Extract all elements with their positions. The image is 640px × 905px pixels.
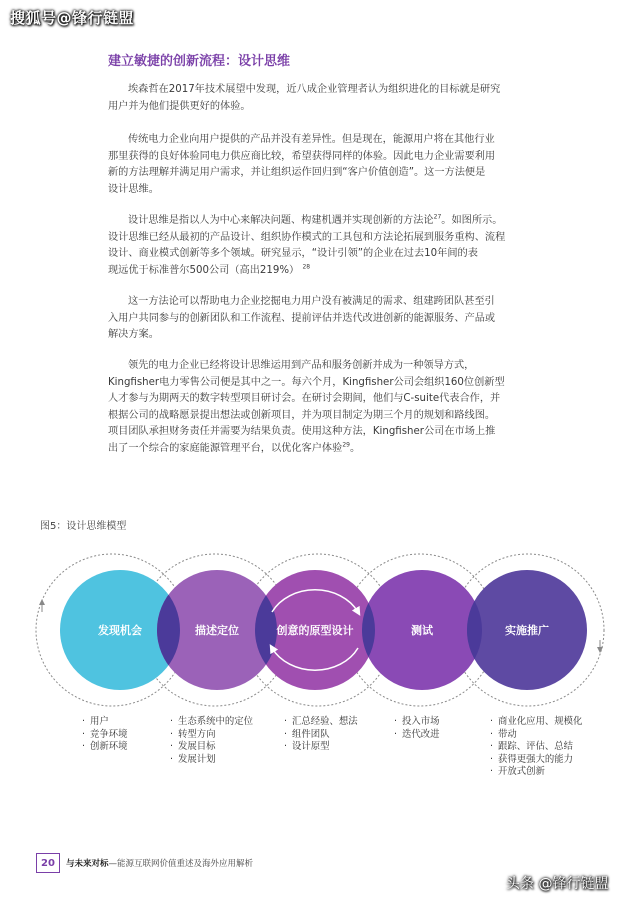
- paragraph-3: [108, 213, 528, 279]
- bullet-item: · 汇总经验、想法: [284, 716, 358, 729]
- bullet-item: · 转型方向: [170, 729, 253, 742]
- stage-label-2: 描述定位: [195, 624, 239, 637]
- p3-line-1b: 。如图所示。: [441, 215, 503, 226]
- stage-label-5: 实施推广: [505, 624, 549, 637]
- paragraph-2: [108, 132, 528, 198]
- p5-line-3: 人才参与为期两天的数字转型项目研讨会。在研讨会期间，他们与C-suite代表合作，并: [108, 393, 501, 405]
- footer-title-rest: —能源互联网价值重述及海外应用解析: [108, 859, 254, 869]
- bullet-item: · 开放式创新: [490, 766, 582, 779]
- bullet-item: · 设计原型: [284, 741, 358, 754]
- bullet-item: · 发展目标: [170, 741, 253, 754]
- p3-ref-28: 28: [302, 263, 311, 271]
- bullets-stage-1: [82, 716, 128, 754]
- stage-label-4: 测试: [411, 624, 433, 637]
- p1-line-2: 用户并为他们提供更好的体验。: [108, 100, 251, 112]
- paragraph-1: [108, 82, 528, 115]
- section-title: 建立敏捷的创新流程：设计思维: [108, 54, 291, 69]
- p3-line-2: 设计思维已经从最初的产品设计、组织协作模式的工具包和方法论拓展到服务重构、流程: [108, 231, 506, 243]
- paragraph-5: 领先的电力企业已经将设计思维运用到产品和服务创新并成为一种领导方式， Kingfisher电力零售公司便是其中之一。每六个月，Kingfisher公司会组织160位创新型 人才参与为期两天的数字转型项目研讨会。在研讨会期间，他们与C-suite代表合作，并 根据公司的战略愿景提出想法或创新项目，并为项目制定为期三个月的规划和路线图。 项目团队承担财务责任并需要为结果负责。使用这种方法，Kingfisher公司在市场上推 出了一个综合的家庭能源管理平台，以优化客户体验$^{29}$。: [108, 360, 505, 454]
- bullet-item: · 用户: [82, 716, 128, 729]
- bullets-stage-3: [284, 716, 358, 754]
- page-number: 20: [36, 853, 60, 873]
- stage-label-1: 发现机会: [98, 624, 142, 637]
- bullets-stage-5: [490, 716, 582, 779]
- paragraph-4: [108, 294, 528, 344]
- bullet-item: · 生态系统中的定位: [170, 716, 253, 729]
- bullets-stage-2: [170, 716, 253, 766]
- bullet-item: · 竞争环境: [82, 729, 128, 742]
- p2-line-3: 新的方法理解并满足用户需求，并让组织运作回归到“客户价值创造”。这一方法便是: [108, 167, 486, 179]
- bullets-stage-4: [394, 716, 440, 741]
- stage-label-3: 创意的原型设计: [276, 624, 354, 637]
- footer-title-bold: 与未来对标: [66, 859, 109, 869]
- p5-line-5: 项目团队承担财务责任并需要为结果负责。使用这种方法，Kingfisher公司在市场上推: [108, 426, 496, 438]
- p4-line-1: 这一方法论可以帮助电力企业挖掘电力用户没有被满足的需求、组建跨团队甚至引: [128, 296, 495, 307]
- watermark-bottom: 头条 @锋行链盟: [506, 876, 609, 892]
- bullet-item: · 商业化应用、规模化: [490, 716, 582, 729]
- p5-line-2: Kingfisher电力零售公司便是其中之一。每六个月，Kingfisher公司会组织160位创新型: [108, 376, 505, 388]
- bullet-item: · 跟踪、评估、总结: [490, 741, 582, 754]
- watermark-top: 搜狐号@锋行链盟: [10, 9, 135, 27]
- p5-line-4: 根据公司的战略愿景提出想法或创新项目，并为项目制定为期三个月的规划和路线图。: [108, 409, 496, 421]
- bullet-item-continued: · 带动: [490, 729, 582, 742]
- p2-line-4: 设计思维。: [108, 183, 159, 195]
- p3-line-4: 现远优于标准普尔500公司（高出219%）: [108, 264, 300, 276]
- figure-caption: 图5：设计思维模型: [40, 521, 127, 532]
- bullet-item: · 投入市场: [394, 716, 440, 729]
- p2-line-1: 传统电力企业向用户提供的产品并没有差异性。但是现在，能源用户将在其他行业: [128, 134, 495, 145]
- p1-line-1: 埃森哲在2017年技术展望中发现，近八成企业管理者认为组织进化的目标就是研究: [128, 84, 501, 95]
- footer-title: [66, 857, 253, 869]
- p4-line-3: 解决方案。: [108, 329, 159, 341]
- bullet-item: · 迭代改进: [394, 729, 440, 742]
- p3-line-1a: 设计思维是指以人为中心来解决问题、构建机遇并实现创新的方法论: [128, 215, 434, 226]
- bullet-item: · 发展计划: [170, 754, 253, 767]
- p5-ref-29: 29: [342, 441, 350, 449]
- bullet-item: · 获得更强大的能力: [490, 754, 582, 767]
- p4-line-2: 入用户共同参与的创新团队和工作流程、提前评估并迭代改进创新的能源服务、产品或: [108, 312, 496, 324]
- bullet-item: · 组件团队: [284, 729, 358, 742]
- p5-line-6: 出了一个综合的家庭能源管理平台，以优化客户体验: [108, 442, 343, 454]
- p3-line-3: 设计、商业模式创新等多个领域。研究显示，“设计引领”的企业在过去10年间的表: [108, 248, 478, 260]
- bullet-item: · 创新环境: [82, 741, 128, 754]
- p5-line-1: 领先的电力企业已经将设计思维运用到产品和服务创新并成为一种领导方式，: [128, 360, 475, 371]
- p2-line-2: 那里获得的良好体验同电力供应商比较，希望获得同样的体验。因此电力企业需要利用: [108, 150, 496, 162]
- design-thinking-diagram: [0, 540, 640, 715]
- p3-ref-27: 27: [433, 213, 442, 221]
